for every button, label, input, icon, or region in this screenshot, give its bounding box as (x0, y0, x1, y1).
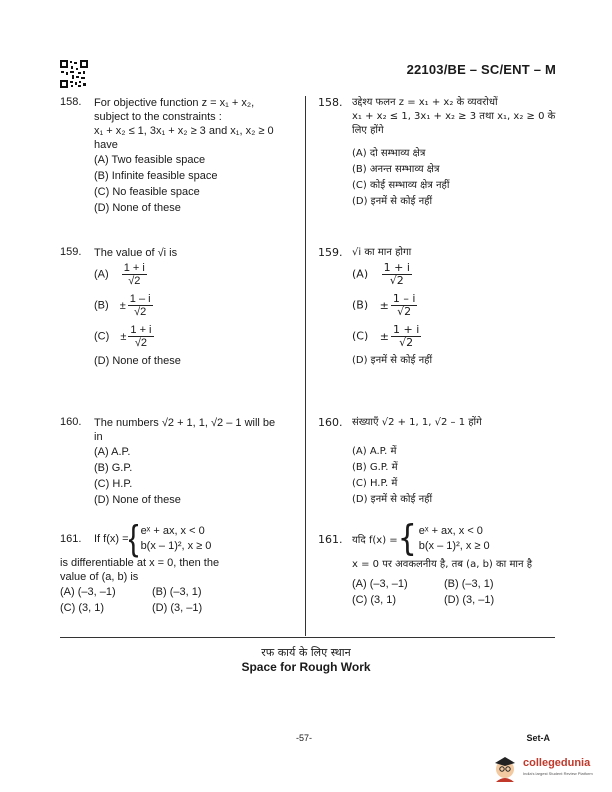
question-text (94, 416, 300, 444)
option-d: (D) इनमें से कोई नहीं (352, 196, 433, 207)
option-b: (B) (–3, 1) (444, 578, 494, 590)
option-b: (B) अनन्त सम्भाव्य क्षेत्र (352, 164, 440, 175)
question-line: x₁ + x₂ ≤ 1, 3x₁ + x₂ ≥ 3 तथा x₁, x₂ ≥ 0 के (352, 111, 556, 122)
question-number: 158. (318, 96, 343, 109)
mascot-icon (490, 752, 520, 782)
question-number: 159. (60, 246, 82, 258)
rough-work-label-hindi: रफ कार्य के लिए स्थान (261, 646, 351, 659)
logo-tagline: India's largest Student Review Platform (523, 771, 593, 776)
question-line: For objective function z = x₁ + x₂, (94, 97, 255, 109)
option-a (352, 262, 558, 287)
option-c (352, 324, 558, 349)
options-grid (60, 584, 300, 616)
fraction (391, 293, 418, 318)
piece-2: b(x – 1)², x ≥ 0 (418, 540, 490, 552)
hindi-column (318, 96, 558, 608)
option-label: (C) (352, 329, 369, 343)
option-label: (B) (94, 299, 109, 312)
numerator: 1 – i (392, 292, 416, 305)
collegedunia-logo (490, 752, 602, 782)
question-number: 158. (60, 96, 82, 108)
rough-work-label: Space for Rough Work (241, 660, 371, 674)
question-line: have (94, 139, 118, 151)
option-d: (D) None of these (94, 355, 181, 367)
option-c (94, 324, 300, 349)
question-text: x = 0 पर अवकलनीय है, तब (a, b) का मान है (352, 559, 533, 570)
denominator: √2 (128, 275, 141, 287)
piece-2: b(x – 1)², x ≥ 0 (140, 540, 212, 552)
fraction (391, 324, 421, 349)
option-label: (B) (352, 298, 369, 312)
option-b (352, 293, 558, 318)
piece-1: eˣ + ax, x < 0 (140, 525, 205, 537)
question-161-en (60, 518, 300, 616)
page-number: -57- (296, 733, 313, 743)
numerator: 1 + i (130, 324, 152, 336)
option-b: (B) G.P. (94, 462, 133, 474)
option-d: (D) None of these (94, 494, 181, 506)
plus-minus: ± (119, 299, 126, 312)
option-a: (A) A.P. (94, 446, 131, 458)
piecewise (141, 524, 212, 554)
option-b (94, 293, 300, 318)
plus-minus: ± (120, 330, 127, 343)
plus-minus: ± (379, 298, 389, 312)
option-a: (A) (–3, –1) (352, 578, 408, 590)
question-number: 160. (60, 416, 82, 428)
question-158-hi (318, 96, 558, 240)
question-number: 161. (318, 532, 343, 546)
question-number: 160. (318, 416, 343, 429)
option-a: (A) दो सम्भाव्य क्षेत्र (352, 148, 426, 159)
rough-work-rule (60, 637, 555, 638)
fraction (128, 324, 153, 349)
question-line: The numbers √2 + 1, 1, √2 – 1 will be (94, 417, 276, 429)
piecewise (419, 524, 490, 554)
denominator: √2 (399, 336, 414, 349)
question-159-en (60, 246, 300, 406)
question-159-hi (318, 246, 558, 406)
question-158-en (60, 96, 300, 240)
piece-1: eˣ + ax, x < 0 (418, 525, 483, 537)
logo-name: collegedunia (523, 757, 591, 769)
question-line: is differentiable at x = 0, then the (60, 557, 220, 569)
column-divider (305, 96, 306, 636)
option-d: (D) (3, –1) (152, 602, 203, 614)
option-a: (A) (–3, –1) (60, 586, 116, 598)
option-d: (D) इनमें से कोई नहीं (352, 355, 433, 366)
fraction (128, 293, 153, 318)
option-a (94, 262, 300, 287)
option-c: (C) H.P. (94, 478, 133, 490)
question-text: संख्याएँ √2 + 1, 1, √2 – 1 होंगे (352, 417, 482, 428)
plus-minus: ± (379, 329, 389, 343)
option-c: (C) No feasible space (94, 186, 200, 198)
question-text (60, 556, 300, 584)
option-c: (C) (3, 1) (60, 602, 104, 614)
question-160-hi (318, 416, 558, 512)
fraction (382, 262, 412, 287)
option-b: (B) G.P. में (352, 462, 398, 473)
function-prefix: यदि f(x) = (352, 535, 398, 546)
question-line: लिए होंगे (352, 125, 384, 136)
option-c: (C) (3, 1) (352, 594, 396, 606)
option-a: (A) A.P. में (352, 446, 397, 457)
options-grid (352, 576, 558, 608)
question-text (94, 96, 300, 152)
numerator: 1 – i (129, 293, 151, 305)
denominator: √2 (397, 305, 412, 318)
denominator: √2 (134, 306, 147, 318)
question-text: The value of √i is (94, 247, 178, 259)
question-text: √i का मान होगा (352, 247, 412, 258)
function-prefix: If f(x) = (94, 533, 129, 545)
option-b: (B) Infinite feasible space (94, 170, 218, 182)
denominator: √2 (389, 274, 404, 287)
set-label: Set-A (526, 733, 550, 743)
numerator: 1 + i (123, 262, 145, 274)
question-line: x₁ + x₂ ≤ 1, 3x₁ + x₂ ≥ 3 and x₁, x₂ ≥ 0 (94, 125, 274, 137)
option-a: (A) Two feasible space (94, 154, 206, 166)
denominator: √2 (134, 337, 148, 349)
option-label: (A) (352, 267, 369, 281)
question-number: 161. (60, 533, 82, 545)
question-line: subject to the constraints : (94, 111, 222, 123)
question-160-en (60, 416, 300, 512)
question-number: 159. (318, 246, 343, 259)
option-c: (C) कोई सम्भाव्य क्षेत्र नहीं (352, 180, 450, 191)
english-column (60, 96, 300, 616)
question-line: in (94, 431, 103, 443)
qr-code-icon (60, 60, 88, 88)
option-d: (D) इनमें से कोई नहीं (352, 494, 433, 505)
numerator: 1 + i (392, 323, 420, 336)
question-line: उद्देश्य फलन z = x₁ + x₂ के व्यवरोधों (352, 97, 498, 108)
question-line: value of (a, b) is (60, 571, 139, 583)
option-d: (D) None of these (94, 202, 181, 214)
brace-icon: { (128, 518, 139, 559)
option-label: (C) (94, 330, 110, 343)
brace-icon: { (397, 517, 417, 560)
paper-code: 22103/BE – SC/ENT – M (406, 62, 556, 77)
option-c: (C) H.P. में (352, 478, 398, 489)
question-161-hi (318, 517, 558, 608)
numerator: 1 + i (383, 261, 410, 274)
question-text (352, 96, 558, 138)
option-label: (A) (94, 268, 109, 281)
option-d: (D) (3, –1) (444, 594, 495, 606)
option-b: (B) (–3, 1) (152, 586, 202, 598)
fraction (122, 262, 147, 287)
